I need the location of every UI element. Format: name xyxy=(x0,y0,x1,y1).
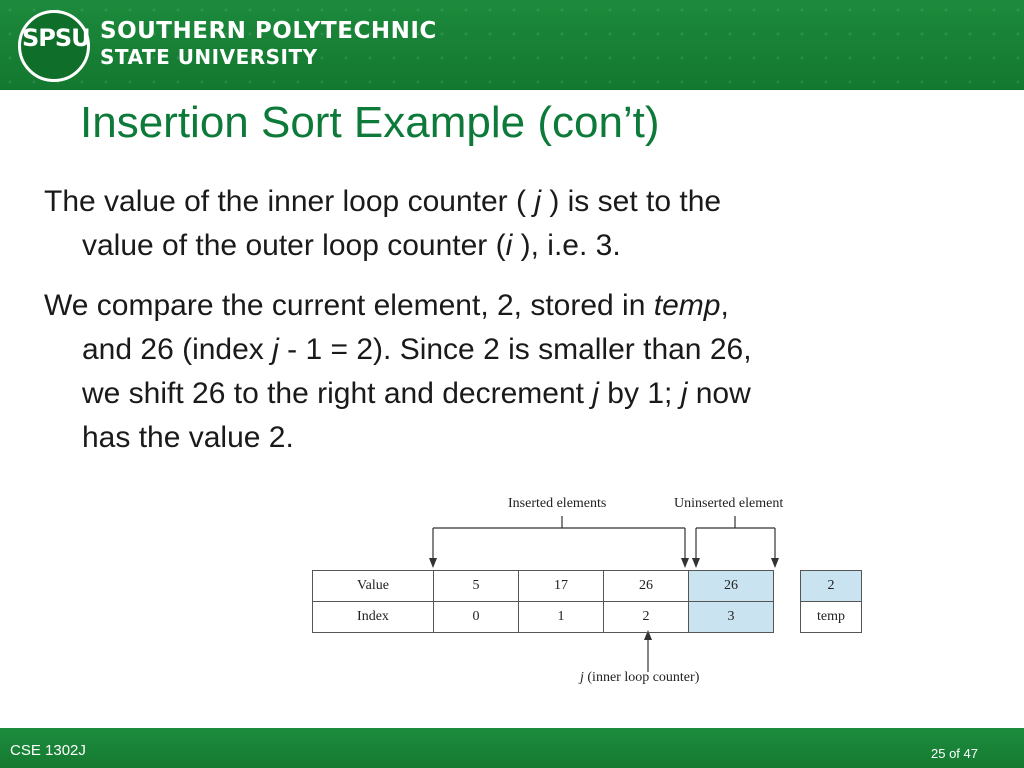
row-label-index: Index xyxy=(313,602,434,633)
page-number: 25 of 47 xyxy=(931,746,978,761)
slide-title: Insertion Sort Example (con’t) xyxy=(80,98,660,147)
p2-line4: has the value 2. xyxy=(82,421,294,454)
value-row xyxy=(313,571,774,602)
pointer-text: (inner loop counter) xyxy=(583,670,700,685)
index-cell: 0 xyxy=(434,602,519,633)
index-row xyxy=(313,602,774,633)
row-label-value: Value xyxy=(313,571,434,602)
index-cell: 2 xyxy=(604,602,689,633)
p2-text-a: We compare the current element, 2, stored in xyxy=(44,289,654,322)
value-cell: 5 xyxy=(434,571,519,602)
university-name-line2: STATE UNIVERSITY xyxy=(100,45,318,69)
p2-text-i: by 1; xyxy=(598,377,681,410)
index-cell-current: 3 xyxy=(689,602,774,633)
paragraph-2 xyxy=(44,284,994,460)
p1-text-d: value of the outer loop counter ( xyxy=(82,229,506,262)
paragraph-1 xyxy=(44,180,994,268)
p1-var-j: j xyxy=(534,185,541,218)
p1-text-a: The value of the inner loop counter ( xyxy=(44,185,535,218)
p2-var-j1: j xyxy=(272,333,279,366)
p2-line3 xyxy=(44,372,994,416)
value-cell: 17 xyxy=(519,571,604,602)
temp-label-cell: temp xyxy=(801,602,862,633)
p2-var-temp: temp xyxy=(653,289,721,322)
arrow-head xyxy=(771,558,779,568)
temp-table xyxy=(800,570,862,633)
uninserted-element-label: Uninserted element xyxy=(674,496,784,511)
p1-line2 xyxy=(44,224,994,268)
course-code: CSE 1302J xyxy=(10,742,86,759)
pointer-var: j xyxy=(580,670,584,685)
inserted-elements-label: Inserted elements xyxy=(508,496,607,511)
header-band xyxy=(0,0,1024,90)
index-cell: 1 xyxy=(519,602,604,633)
p2-text-c: , xyxy=(720,289,729,322)
p1-text-c: ) is set to the xyxy=(540,185,722,218)
p1-var-i: i xyxy=(505,229,513,262)
inner-loop-counter-label xyxy=(580,670,699,686)
temp-value-cell: 2 xyxy=(801,571,862,602)
p2-text-d: and 26 (index xyxy=(82,333,273,366)
p2-var-j2: j xyxy=(592,377,599,410)
value-cell-current: 26 xyxy=(689,571,774,602)
p2-text-f: - 1 = 2). Since 2 is smaller than 26, xyxy=(278,333,752,366)
p2-var-j3: j xyxy=(680,377,688,410)
p2-line2 xyxy=(44,328,994,372)
p2-text-g: we shift 26 to the right and decrement xyxy=(82,377,593,410)
footer-band xyxy=(0,728,1024,768)
logo-text: SPSU xyxy=(22,24,90,52)
array-diagram xyxy=(300,490,880,700)
p1-text-f: ), i.e. 3. xyxy=(512,229,621,262)
arrow-head xyxy=(429,558,437,568)
value-cell: 26 xyxy=(604,571,689,602)
array-table xyxy=(312,570,774,633)
p2-text-k: now xyxy=(687,377,751,410)
arrow-head xyxy=(692,558,700,568)
university-name-line1: SOUTHERN POLYTECHNIC xyxy=(100,18,437,44)
arrow-head xyxy=(681,558,689,568)
